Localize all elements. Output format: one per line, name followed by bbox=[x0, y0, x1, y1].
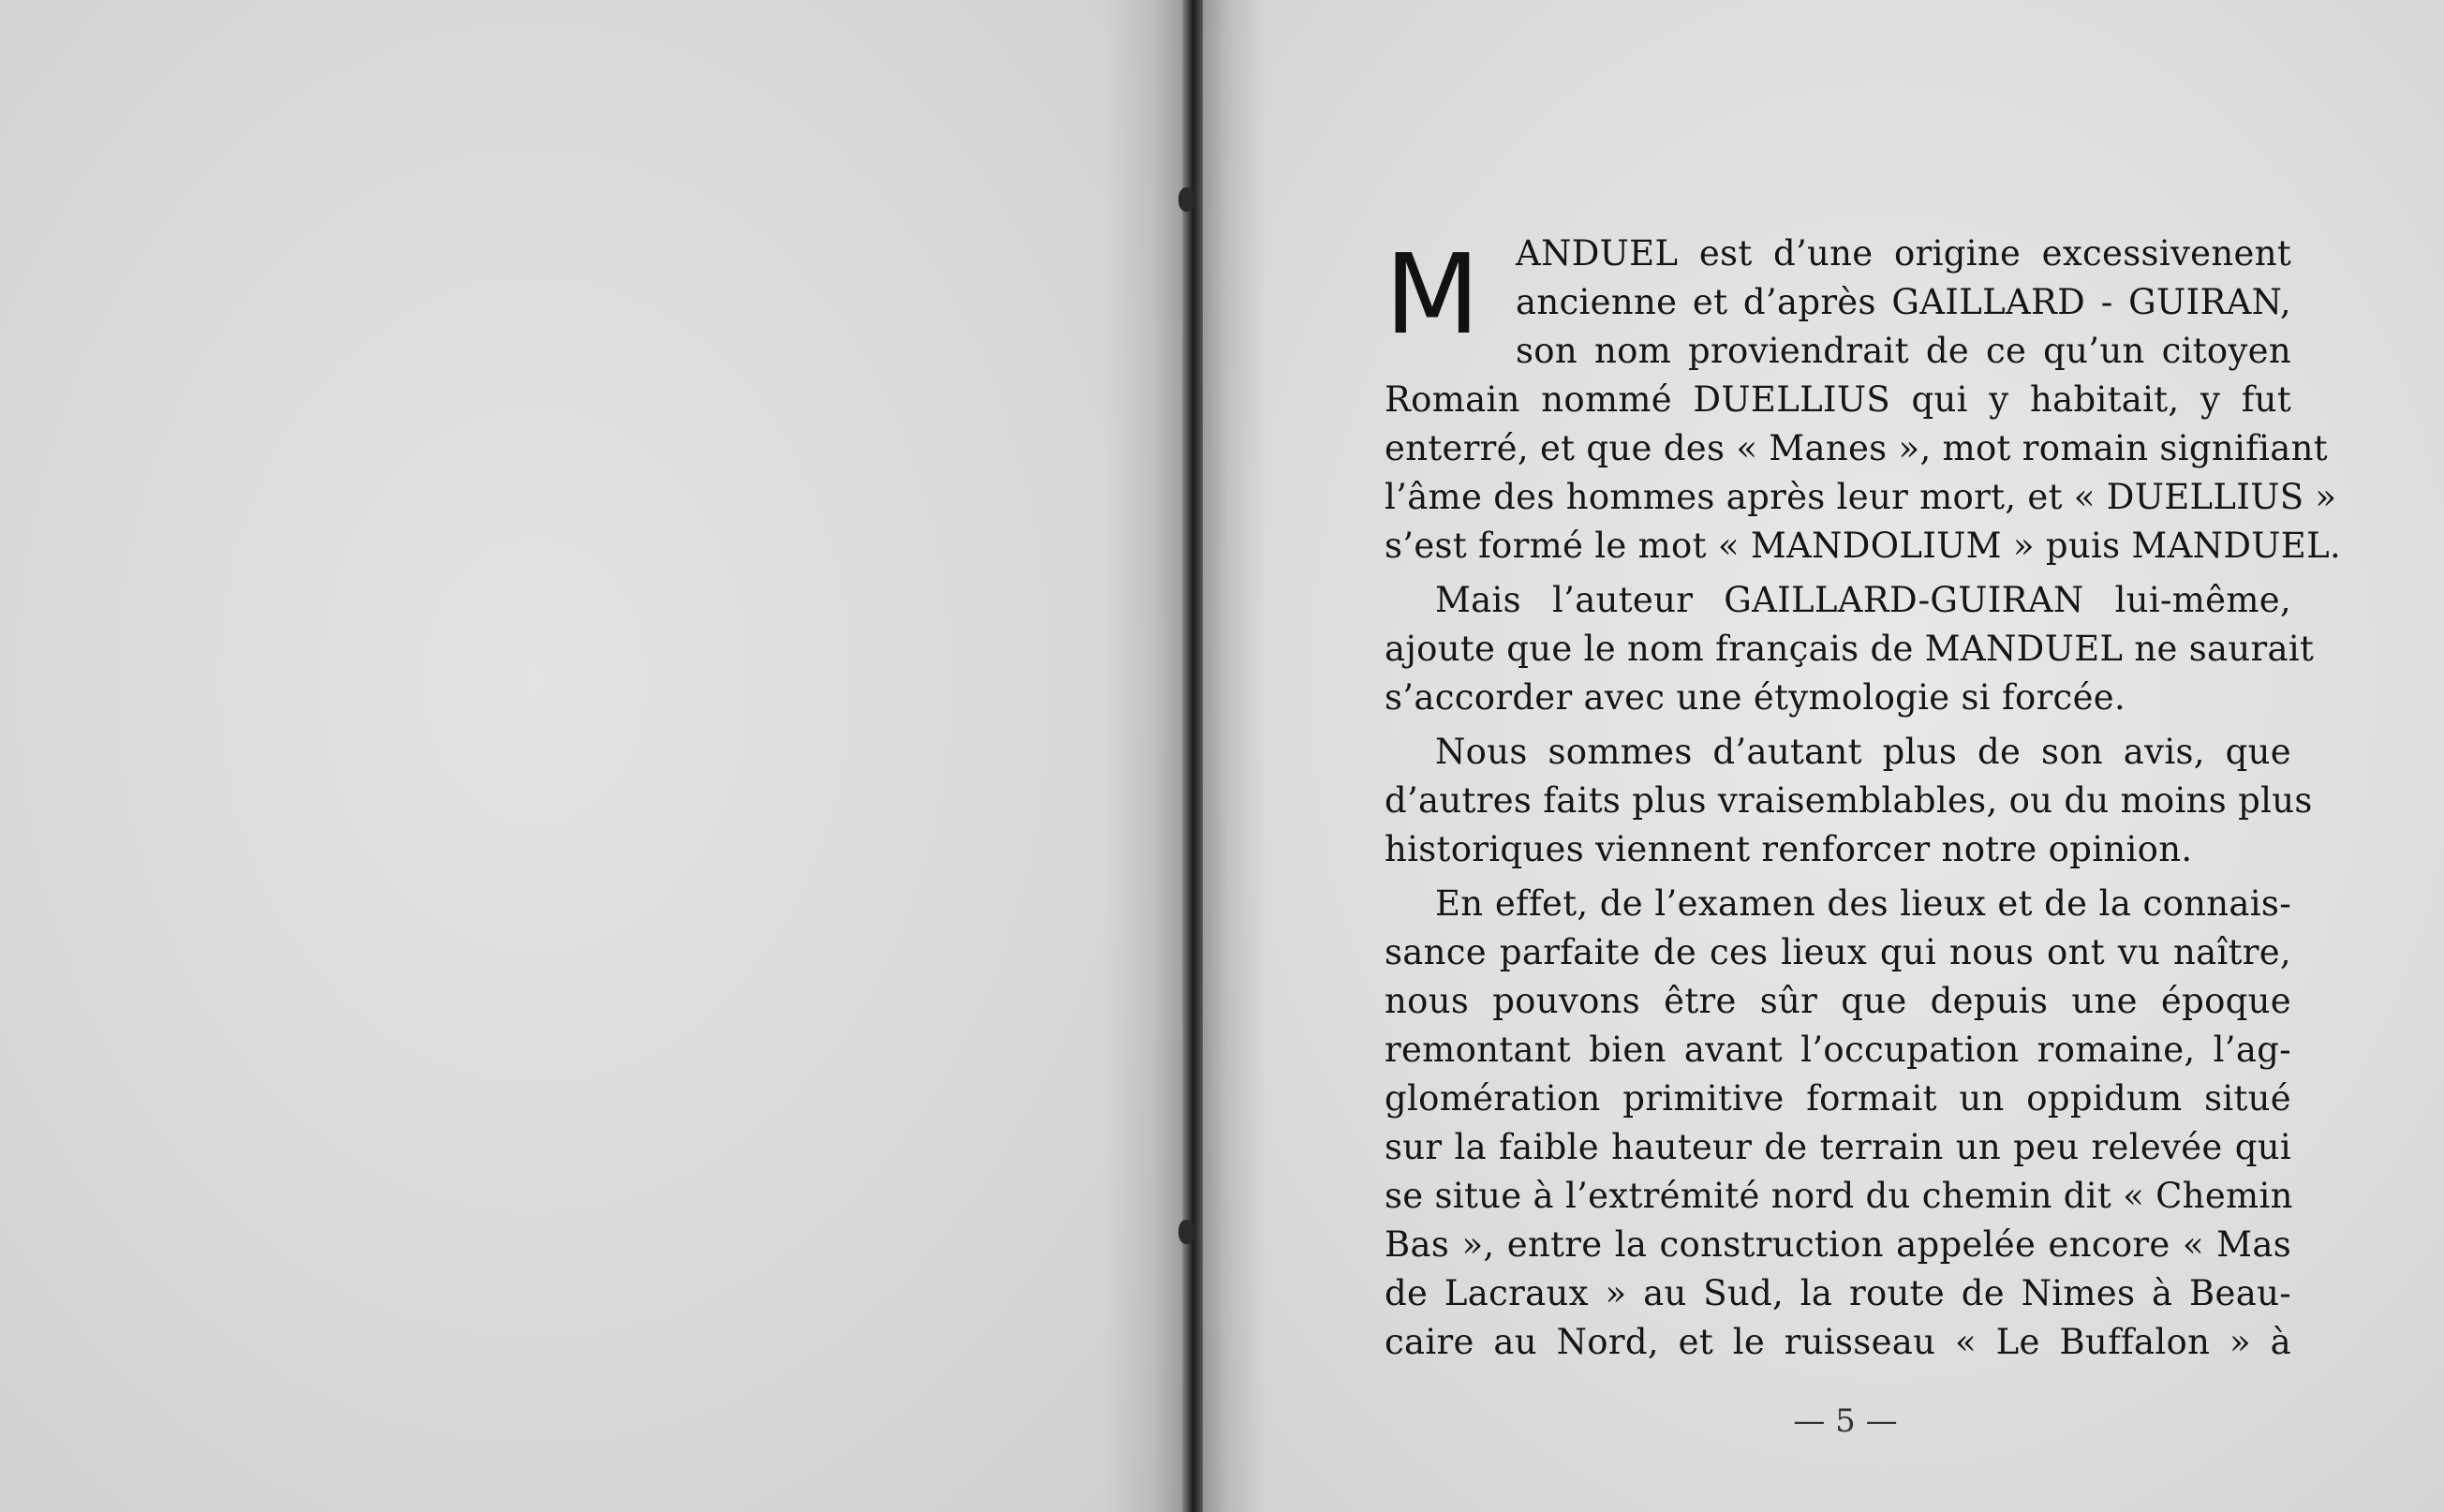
text-line: Romain nommé DUELLIUS qui y habitait, y fut bbox=[1385, 379, 2291, 420]
text-line: sur la faible hauteur de terrain un peu relevée qui bbox=[1385, 1127, 2291, 1167]
staple-top bbox=[1178, 187, 1195, 212]
page-number: — 5 — bbox=[1793, 1402, 1898, 1440]
drop-cap: M bbox=[1385, 230, 1480, 359]
text-line: s’accorder avec une étymologie si forcée. bbox=[1385, 677, 2126, 718]
text-line: caire au Nord, et le ruisseau « Le Buffalon » à bbox=[1385, 1322, 2291, 1362]
text-line: d’autres faits plus vraisemblables, ou du moins plus bbox=[1385, 780, 2313, 821]
text-line: Bas », entre la construction appelée encore « Mas bbox=[1385, 1224, 2291, 1265]
text-line: l’âme des hommes après leur mort, et « DUELLIUS » bbox=[1385, 477, 2337, 517]
text-line: glomération primitive formait un oppidum situé bbox=[1385, 1078, 2291, 1119]
text-line: remontant bien avant l’occupation romaine, l’ag- bbox=[1385, 1030, 2291, 1070]
text-line: de Lacraux » au Sud, la route de Nimes à Beau- bbox=[1385, 1273, 2291, 1313]
text-line: En effet, de l’examen des lieux et de la connais- bbox=[1435, 883, 2291, 924]
text-line: Mais l’auteur GAILLARD-GUIRAN lui-même, bbox=[1435, 580, 2291, 620]
text-line: s’est formé le mot « MANDOLIUM » puis MANDUEL. bbox=[1385, 526, 2342, 566]
text-line: son nom proviendrait de ce qu’un citoyen bbox=[1516, 331, 2291, 371]
text-line: nous pouvons être sûr que depuis une époque bbox=[1385, 981, 2291, 1021]
text-line: enterré, et que des « Manes », mot romain signifiant bbox=[1385, 428, 2328, 468]
text-line: Nous sommes d’autant plus de son avis, que bbox=[1435, 732, 2291, 772]
text-line: ANDUEL est d’une origine excessivenent bbox=[1516, 233, 2291, 274]
text-line: ajoute que le nom français de MANDUEL ne saurait bbox=[1385, 629, 2315, 669]
right-page-shadow bbox=[1201, 0, 1266, 1512]
body-text bbox=[1385, 230, 2342, 1367]
blank-left-page bbox=[0, 0, 1188, 1512]
text-line: se situe à l’extrémité nord du chemin dit « Chemin bbox=[1385, 1176, 2293, 1216]
text-line: ancienne et d’après GAILLARD - GUIRAN, bbox=[1516, 282, 2291, 322]
text-line: sance parfaite de ces lieux qui nous ont vu naître, bbox=[1385, 932, 2291, 972]
book-gutter bbox=[1182, 0, 1203, 1512]
left-page-shadow bbox=[1104, 0, 1188, 1512]
staple-bottom bbox=[1178, 1220, 1195, 1244]
text-line: historiques viennent renforcer notre opinion. bbox=[1385, 829, 2193, 869]
